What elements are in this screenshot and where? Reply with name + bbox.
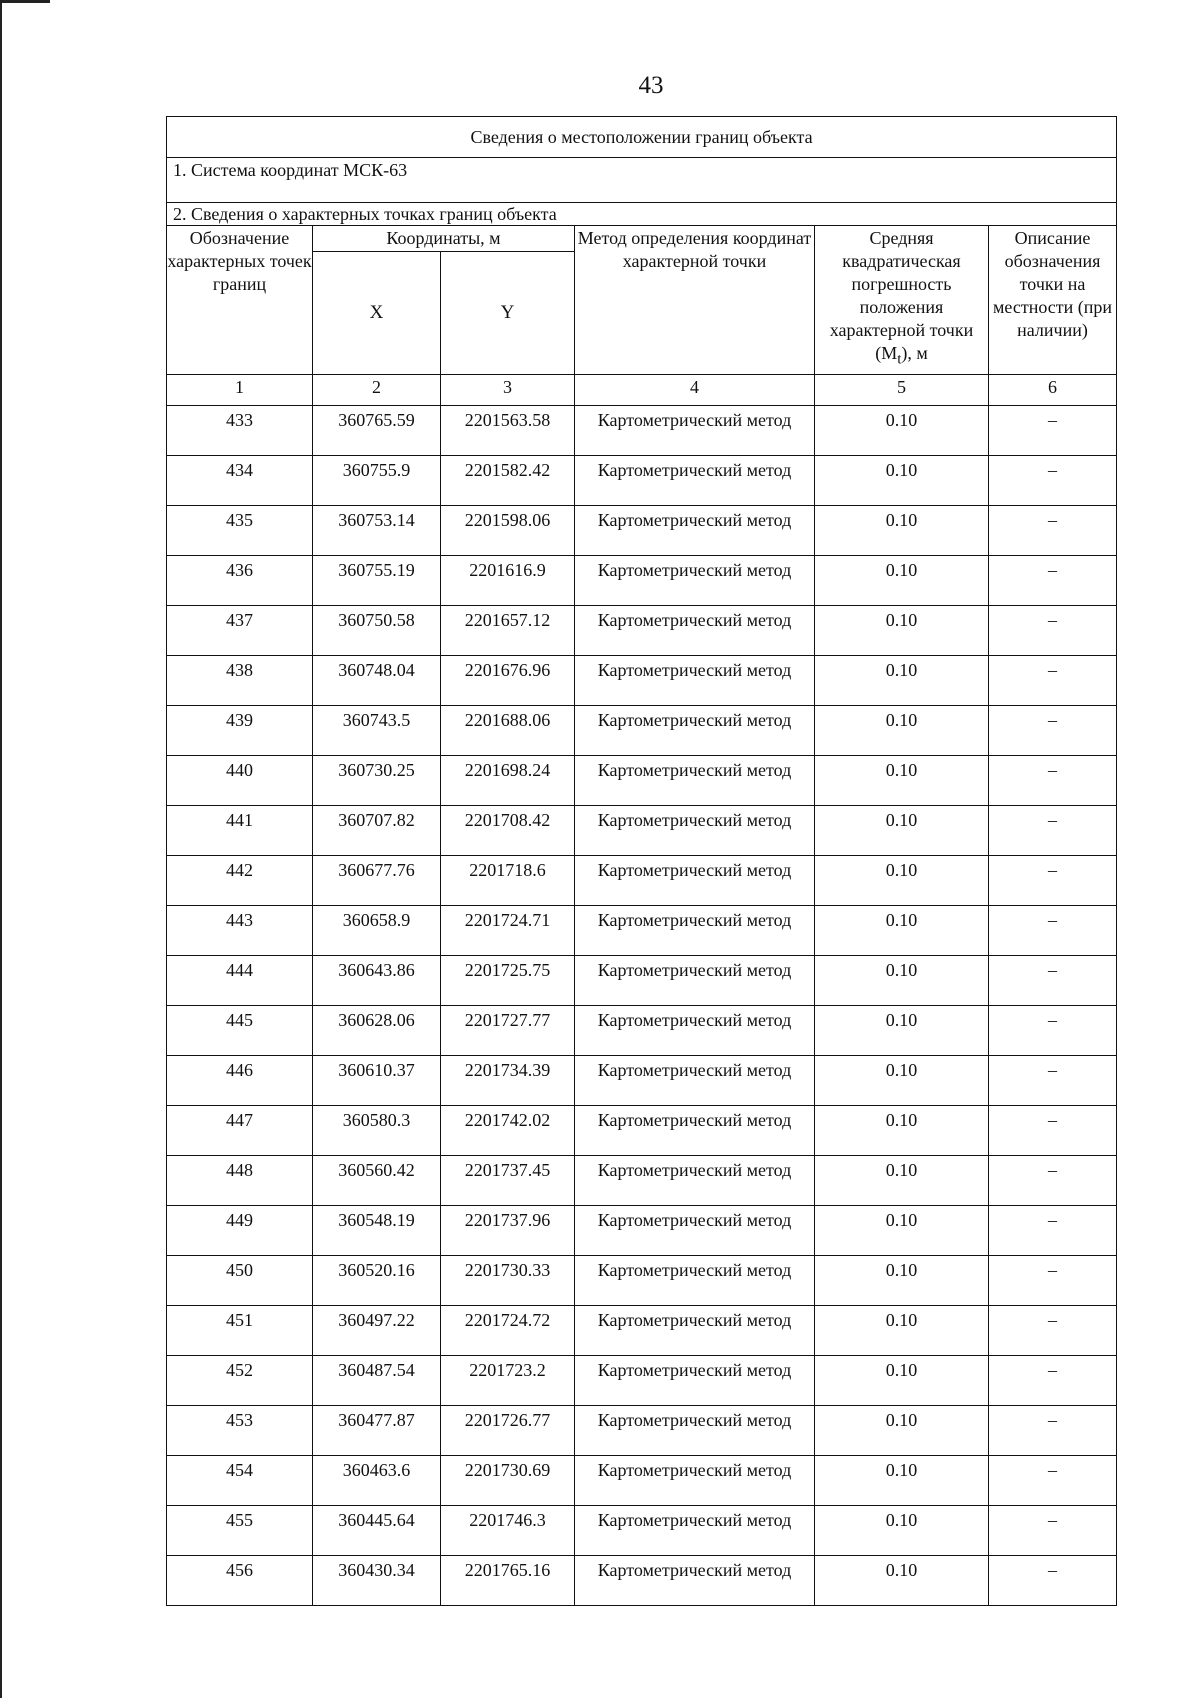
table-row <box>167 1456 1117 1506</box>
cell-y: 2201582.42 <box>441 456 575 506</box>
cell-point: 440 <box>167 756 313 806</box>
cell-point: 450 <box>167 1256 313 1306</box>
cell-x: 360445.64 <box>313 1506 441 1556</box>
cell-method: Картометрический метод <box>575 856 815 906</box>
cell-point: 452 <box>167 1356 313 1406</box>
column-numbers-row <box>167 375 1117 406</box>
cell-x: 360497.22 <box>313 1306 441 1356</box>
cell-error: 0.10 <box>815 1156 989 1206</box>
table-row <box>167 506 1117 556</box>
cell-point: 456 <box>167 1556 313 1606</box>
cell-desc: – <box>989 706 1117 756</box>
cell-point: 437 <box>167 606 313 656</box>
table-row <box>167 456 1117 506</box>
cell-desc: – <box>989 456 1117 506</box>
cell-method: Картометрический метод <box>575 1156 815 1206</box>
cell-x: 360753.14 <box>313 506 441 556</box>
cell-point: 454 <box>167 1456 313 1506</box>
cell-y: 2201746.3 <box>441 1506 575 1556</box>
cell-error: 0.10 <box>815 756 989 806</box>
column-number: 1 <box>167 375 313 406</box>
cell-method: Картометрический метод <box>575 1006 815 1056</box>
table-row <box>167 656 1117 706</box>
column-number: 2 <box>313 375 441 406</box>
cell-method: Картометрический метод <box>575 1406 815 1456</box>
cell-error: 0.10 <box>815 806 989 856</box>
cell-error: 0.10 <box>815 656 989 706</box>
cell-y: 2201727.77 <box>441 1006 575 1056</box>
section-row <box>167 203 1117 226</box>
cell-point: 434 <box>167 456 313 506</box>
cell-desc: – <box>989 856 1117 906</box>
cell-x: 360580.3 <box>313 1106 441 1156</box>
cell-y: 2201657.12 <box>441 606 575 656</box>
cell-x: 360750.58 <box>313 606 441 656</box>
cell-desc: – <box>989 1056 1117 1106</box>
header-error <box>815 226 989 375</box>
cell-y: 2201724.71 <box>441 906 575 956</box>
cell-desc: – <box>989 1256 1117 1306</box>
cell-point: 438 <box>167 656 313 706</box>
cell-desc: – <box>989 1206 1117 1256</box>
cell-point: 455 <box>167 1506 313 1556</box>
table-row <box>167 1106 1117 1156</box>
table-row <box>167 706 1117 756</box>
cell-x: 360628.06 <box>313 1006 441 1056</box>
cell-error: 0.10 <box>815 1556 989 1606</box>
table-row <box>167 1056 1117 1106</box>
header-desc: Описание обозначения точки на местности (при наличии) <box>989 226 1117 375</box>
cell-desc: – <box>989 1356 1117 1406</box>
cell-error: 0.10 <box>815 406 989 456</box>
cell-x: 360707.82 <box>313 806 441 856</box>
cell-error: 0.10 <box>815 456 989 506</box>
cell-method: Картометрический метод <box>575 1506 815 1556</box>
cell-y: 2201616.9 <box>441 556 575 606</box>
cell-desc: – <box>989 1506 1117 1556</box>
cell-error: 0.10 <box>815 856 989 906</box>
cell-method: Картометрический метод <box>575 456 815 506</box>
section-heading: 2. Сведения о характерных точках границ объекта <box>167 203 1117 226</box>
table-body <box>167 117 1117 1606</box>
cell-error: 0.10 <box>815 1406 989 1456</box>
cell-error: 0.10 <box>815 606 989 656</box>
cell-desc: – <box>989 1456 1117 1506</box>
header-x: X <box>313 252 441 375</box>
cell-y: 2201730.33 <box>441 1256 575 1306</box>
cell-x: 360765.59 <box>313 406 441 456</box>
cell-point: 439 <box>167 706 313 756</box>
cell-method: Картометрический метод <box>575 1056 815 1106</box>
cell-method: Картометрический метод <box>575 406 815 456</box>
cell-method: Картометрический метод <box>575 806 815 856</box>
cell-error: 0.10 <box>815 1356 989 1406</box>
table-row <box>167 1156 1117 1206</box>
cell-point: 442 <box>167 856 313 906</box>
cell-y: 2201730.69 <box>441 1456 575 1506</box>
cell-method: Картометрический метод <box>575 606 815 656</box>
boundary-points-table <box>166 116 1117 1606</box>
cell-point: 436 <box>167 556 313 606</box>
cell-desc: – <box>989 1406 1117 1456</box>
cell-error: 0.10 <box>815 1456 989 1506</box>
cell-x: 360548.19 <box>313 1206 441 1256</box>
cell-point: 446 <box>167 1056 313 1106</box>
cell-method: Картометрический метод <box>575 506 815 556</box>
cell-y: 2201698.24 <box>441 756 575 806</box>
cell-desc: – <box>989 1306 1117 1356</box>
header-error-unit: ), м <box>901 343 928 363</box>
cell-method: Картометрический метод <box>575 1356 815 1406</box>
cell-method: Картометрический метод <box>575 906 815 956</box>
cell-error: 0.10 <box>815 1056 989 1106</box>
table-row <box>167 956 1117 1006</box>
cell-x: 360730.25 <box>313 756 441 806</box>
cell-y: 2201725.75 <box>441 956 575 1006</box>
cell-y: 2201765.16 <box>441 1556 575 1606</box>
cell-method: Картометрический метод <box>575 756 815 806</box>
table-row <box>167 756 1117 806</box>
cell-method: Картометрический метод <box>575 1206 815 1256</box>
cell-y: 2201598.06 <box>441 506 575 556</box>
table-row <box>167 1206 1117 1256</box>
cell-x: 360463.6 <box>313 1456 441 1506</box>
cell-point: 435 <box>167 506 313 556</box>
header-error-sub: t <box>897 351 902 368</box>
cell-desc: – <box>989 1156 1117 1206</box>
cell-desc: – <box>989 756 1117 806</box>
table-row <box>167 906 1117 956</box>
cell-x: 360755.19 <box>313 556 441 606</box>
header-row-1 <box>167 226 1117 252</box>
cell-y: 2201724.72 <box>441 1306 575 1356</box>
system-row <box>167 158 1117 203</box>
cell-x: 360560.42 <box>313 1156 441 1206</box>
cell-desc: – <box>989 956 1117 1006</box>
page-number: 43 <box>638 72 664 99</box>
cell-error: 0.10 <box>815 1506 989 1556</box>
cell-point: 448 <box>167 1156 313 1206</box>
cell-method: Картометрический метод <box>575 956 815 1006</box>
table-row <box>167 1006 1117 1056</box>
cell-method: Картометрический метод <box>575 556 815 606</box>
cell-y: 2201737.45 <box>441 1156 575 1206</box>
table-row <box>167 556 1117 606</box>
cell-desc: – <box>989 1106 1117 1156</box>
cell-x: 360677.76 <box>313 856 441 906</box>
cell-point: 433 <box>167 406 313 456</box>
cell-desc: – <box>989 906 1117 956</box>
column-number: 6 <box>989 375 1117 406</box>
header-coords: Координаты, м <box>313 226 575 252</box>
cell-method: Картометрический метод <box>575 1106 815 1156</box>
cell-error: 0.10 <box>815 956 989 1006</box>
cell-error: 0.10 <box>815 1206 989 1256</box>
cell-desc: – <box>989 406 1117 456</box>
cell-error: 0.10 <box>815 556 989 606</box>
cell-x: 360477.87 <box>313 1406 441 1456</box>
column-number: 4 <box>575 375 815 406</box>
cell-point: 447 <box>167 1106 313 1156</box>
cell-y: 2201688.06 <box>441 706 575 756</box>
cell-point: 444 <box>167 956 313 1006</box>
title-row <box>167 117 1117 158</box>
cell-x: 360743.5 <box>313 706 441 756</box>
cell-point: 453 <box>167 1406 313 1456</box>
header-y: Y <box>441 252 575 375</box>
cell-desc: – <box>989 556 1117 606</box>
cell-y: 2201708.42 <box>441 806 575 856</box>
cell-x: 360748.04 <box>313 656 441 706</box>
table-row <box>167 1556 1117 1606</box>
cell-y: 2201737.96 <box>441 1206 575 1256</box>
column-number: 5 <box>815 375 989 406</box>
table-row <box>167 606 1117 656</box>
cell-x: 360520.16 <box>313 1256 441 1306</box>
scan-edge-top <box>0 0 50 3</box>
cell-x: 360643.86 <box>313 956 441 1006</box>
cell-method: Картометрический метод <box>575 1306 815 1356</box>
cell-method: Картометрический метод <box>575 1456 815 1506</box>
table-row <box>167 1306 1117 1356</box>
cell-y: 2201563.58 <box>441 406 575 456</box>
cell-error: 0.10 <box>815 1106 989 1156</box>
cell-point: 445 <box>167 1006 313 1056</box>
table-row <box>167 406 1117 456</box>
cell-method: Картометрический метод <box>575 656 815 706</box>
cell-error: 0.10 <box>815 706 989 756</box>
cell-y: 2201726.77 <box>441 1406 575 1456</box>
cell-y: 2201734.39 <box>441 1056 575 1106</box>
coordinate-system: 1. Система координат МСК-63 <box>167 158 1117 203</box>
cell-desc: – <box>989 606 1117 656</box>
table-row <box>167 1256 1117 1306</box>
cell-method: Картометрический метод <box>575 706 815 756</box>
cell-method: Картометрический метод <box>575 1556 815 1606</box>
header-method: Метод определения координат характерной точки <box>575 226 815 375</box>
cell-y: 2201742.02 <box>441 1106 575 1156</box>
table-row <box>167 806 1117 856</box>
cell-method: Картометрический метод <box>575 1256 815 1306</box>
cell-desc: – <box>989 1006 1117 1056</box>
cell-error: 0.10 <box>815 506 989 556</box>
cell-y: 2201676.96 <box>441 656 575 706</box>
scan-edge-left <box>0 0 2 1698</box>
cell-desc: – <box>989 656 1117 706</box>
cell-error: 0.10 <box>815 906 989 956</box>
cell-point: 441 <box>167 806 313 856</box>
cell-desc: – <box>989 1556 1117 1606</box>
cell-point: 443 <box>167 906 313 956</box>
table-title: Сведения о местоположении границ объекта <box>167 117 1117 158</box>
cell-x: 360430.34 <box>313 1556 441 1606</box>
cell-x: 360755.9 <box>313 456 441 506</box>
cell-point: 451 <box>167 1306 313 1356</box>
cell-x: 360610.37 <box>313 1056 441 1106</box>
cell-x: 360487.54 <box>313 1356 441 1406</box>
header-error-text: Средняя квадратическая погрешность положения характерной точки (M <box>829 228 974 363</box>
table-row <box>167 1356 1117 1406</box>
table-row <box>167 856 1117 906</box>
cell-x: 360658.9 <box>313 906 441 956</box>
cell-error: 0.10 <box>815 1306 989 1356</box>
cell-point: 449 <box>167 1206 313 1256</box>
cell-error: 0.10 <box>815 1006 989 1056</box>
cell-desc: – <box>989 506 1117 556</box>
cell-desc: – <box>989 806 1117 856</box>
cell-error: 0.10 <box>815 1256 989 1306</box>
table-row <box>167 1406 1117 1456</box>
column-number: 3 <box>441 375 575 406</box>
cell-y: 2201723.2 <box>441 1356 575 1406</box>
header-point: Обозначение характерных точек границ <box>167 226 313 375</box>
cell-y: 2201718.6 <box>441 856 575 906</box>
table-row <box>167 1506 1117 1556</box>
